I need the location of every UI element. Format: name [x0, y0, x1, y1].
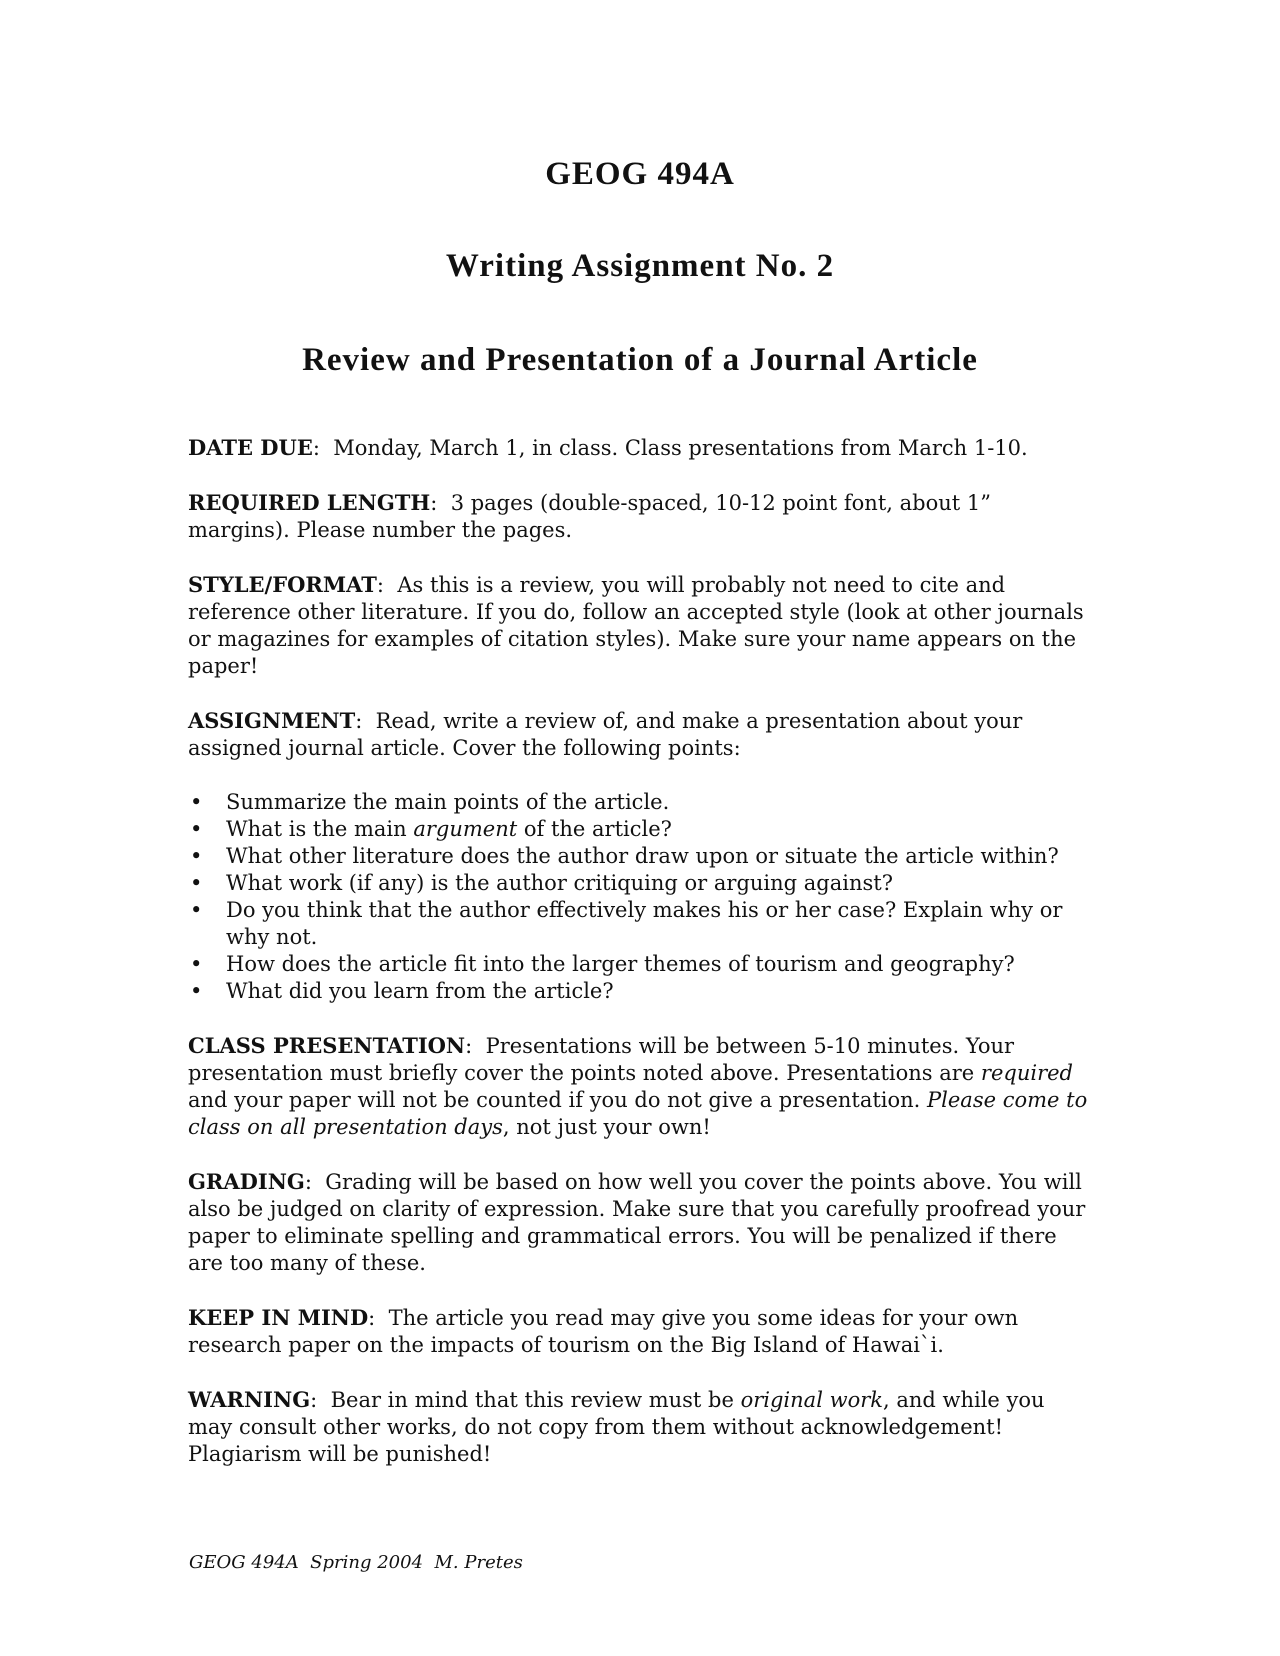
required-length-text: 3 pages (double-spaced, 10-12 point font, about 1” margins). Please number the pages. [188, 491, 991, 542]
list-item [188, 816, 1088, 843]
bullet-icon: • [190, 952, 203, 976]
class-presentation-label: CLASS PRESENTATION [188, 1033, 466, 1058]
bullet-icon: • [190, 844, 203, 868]
class-presentation-text: and your paper will not be counted if you do not give a presentation. [188, 1088, 928, 1112]
colon: : [355, 709, 363, 733]
class-presentation-section [188, 1032, 1088, 1141]
warning-text: , and while you may consult other works, do not copy from them without acknowledgement! Plagiarism will be punished! [188, 1388, 1045, 1466]
keep-in-mind-label: KEEP IN MIND [188, 1305, 369, 1330]
colon: : [312, 436, 320, 460]
date-due-label: DATE DUE [188, 435, 313, 460]
colon: : [310, 1388, 318, 1412]
point-text: What did you learn from the article? [226, 979, 614, 1003]
list-item [188, 978, 1088, 1005]
class-presentation-text: Presentations will be between 5-10 minutes. Your presentation must briefly cover the points noted above. Presentations are [188, 1034, 1015, 1085]
list-item [188, 843, 1088, 870]
keep-in-mind-text: The article you read may give you some ideas for your own research paper on the impacts of tourism on the Big Island of Hawai`i. [188, 1306, 1019, 1357]
style-format-section [188, 571, 1088, 680]
list-item [188, 951, 1088, 978]
class-presentation-text: , not just your own! [502, 1115, 711, 1139]
required-emphasis: required [980, 1061, 1073, 1085]
bullet-icon: • [190, 979, 203, 1003]
warning-section [188, 1386, 1088, 1468]
page-footer: GEOG 494A Spring 2004 M. Pretes [189, 1552, 523, 1573]
point-text: Do you think that the author effectively makes his or her case? Explain why or why not. [226, 898, 1063, 949]
bullet-icon: • [190, 871, 203, 895]
colon: : [430, 491, 438, 515]
required-length-section [188, 489, 1088, 544]
list-item [188, 897, 1088, 951]
keep-in-mind-section [188, 1304, 1088, 1359]
colon: : [304, 1170, 312, 1194]
point-text: What is the main [226, 817, 414, 841]
assignment-label: ASSIGNMENT [188, 708, 356, 733]
style-format-text: As this is a review, you will probably not need to cite and reference other literature. If you do, follow an accepted style (look at other journals or magazines for examples of citation styles). Make sure your name appears on the paper! [188, 573, 1084, 678]
list-item [188, 870, 1088, 897]
assignment-text: Read, write a review of, and make a presentation about your assigned journal article. Cover the following points: [188, 709, 1023, 760]
course-title: GEOG 494A [545, 156, 735, 192]
list-item [188, 789, 1088, 816]
grading-text: Grading will be based on how well you cover the points above. You will also be judged on clarity of expression. Make sure that you carefully proofread your paper to eliminate spelling and grammatical errors. You will be penalized if there are too many of these. [188, 1170, 1086, 1275]
point-emphasis: argument [413, 817, 518, 841]
warning-label: WARNING [188, 1387, 311, 1412]
date-due-text: Monday, March 1, in class. Class presentations from March 1-10. [333, 436, 1028, 460]
warning-text: Bear in mind that this review must be [330, 1388, 741, 1412]
point-text: What other literature does the author draw upon or situate the article within? [226, 844, 1059, 868]
colon: : [376, 573, 384, 597]
original-work-emphasis: original work [740, 1388, 883, 1412]
assignment-points-list [188, 789, 1088, 1005]
assignment-title: Writing Assignment No. 2 [445, 248, 835, 284]
bullet-icon: • [190, 817, 203, 841]
point-text: What work (if any) is the author critiquing or arguing against? [226, 871, 893, 895]
attendance-emphasis: Please come to class on all presentation days [188, 1088, 1088, 1139]
date-due-section [188, 434, 1088, 462]
style-format-label: STYLE/FORMAT [188, 572, 377, 597]
point-text: How does the article fit into the larger themes of tourism and geography? [226, 952, 1015, 976]
assignment-section [188, 707, 1088, 762]
assignment-topic: Review and Presentation of a Journal Article [302, 342, 978, 378]
grading-section [188, 1168, 1088, 1277]
bullet-icon: • [190, 790, 203, 814]
required-length-label: REQUIRED LENGTH [188, 490, 431, 515]
bullet-icon: • [190, 898, 203, 922]
document-body [188, 434, 1088, 1495]
point-text: of the article? [517, 817, 672, 841]
grading-label: GRADING [188, 1169, 305, 1194]
colon: : [368, 1306, 376, 1330]
point-text: Summarize the main points of the article. [226, 790, 670, 814]
colon: : [465, 1034, 473, 1058]
